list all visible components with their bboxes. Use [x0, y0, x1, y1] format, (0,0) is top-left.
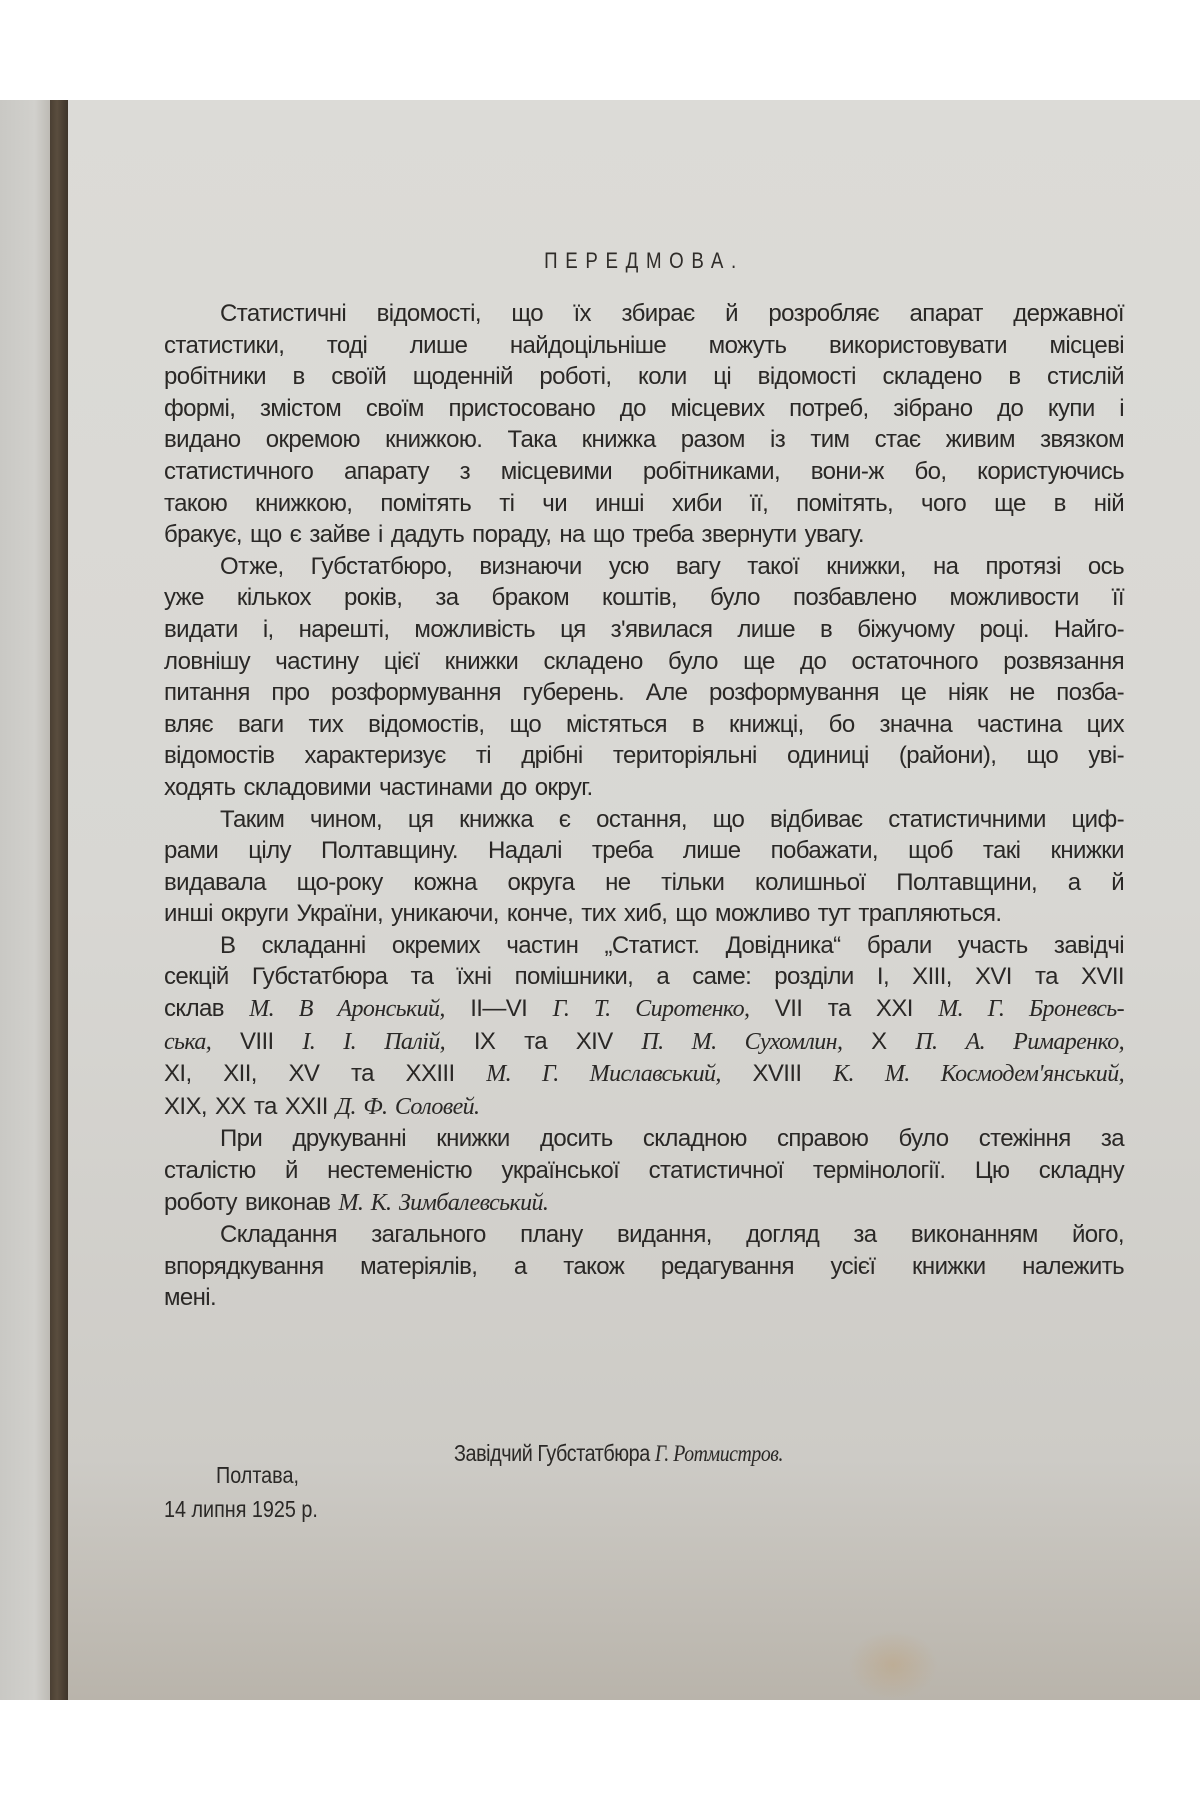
text-line: [164, 804, 1124, 836]
text-line: [164, 740, 1124, 772]
text-run: робітники в своїй щоденній роботі, коли ці відомості складено в стислій: [164, 363, 1124, 391]
text-line: [164, 1123, 1124, 1155]
text-run: Отже, Губстатбюро, визнаючи усю вагу такої книжки, на протязі ось: [220, 552, 1124, 580]
text-run: II—VI: [444, 995, 553, 1023]
text-line: [164, 330, 1124, 362]
text-run: VII та XXI: [749, 995, 939, 1023]
text-line: [164, 867, 1124, 899]
text-line: [164, 582, 1124, 614]
left-page-edge: [0, 100, 50, 1700]
author-name: М. Г. Миславський,: [486, 1061, 721, 1088]
book-binding: [50, 100, 68, 1700]
text-line: [164, 1219, 1124, 1251]
signature-name: Г. Ротмистров.: [654, 1441, 783, 1466]
text-run: IX та XIV: [445, 1027, 642, 1055]
text-run: впорядкування матеріялів, а також редагування усієї книжки належить: [164, 1252, 1124, 1280]
text-run: Таким чином, ця книжка є остання, що відбиває статистичними циф-: [220, 805, 1124, 833]
text-line: [164, 1251, 1124, 1283]
text-run: уже кількох років, за браком коштів, було позбавлено можливости її: [164, 584, 1124, 612]
text-line: [164, 1187, 1124, 1220]
text-line: [164, 551, 1124, 583]
author-name: Г. Т. Сиротенко,: [552, 996, 750, 1023]
text-run: мені.: [164, 1284, 217, 1312]
text-line: [164, 614, 1124, 646]
author-name: М. Г. Броневсь-: [938, 996, 1124, 1023]
date-of-writing: 14 липня 1925 р.: [164, 1496, 318, 1522]
text-line: [164, 393, 1124, 425]
text-run: XIX, XX та XXII: [164, 1092, 336, 1120]
paragraph: [164, 804, 1124, 930]
preface-body: [164, 298, 1124, 1314]
text-line: [164, 930, 1124, 962]
book-page-photo: [0, 100, 1200, 1700]
text-run: инші округи України, уникаючи, конче, тих хиб, що можливо тут трапляються.: [164, 900, 1002, 928]
text-run: видавала що-року кожна округа не тільки колишньої Полтавщини, а й: [164, 868, 1124, 896]
text-run: Статистичні відомості, що їх збирає й розробляє апарат державної: [220, 300, 1124, 327]
text-run: питання про розформування губерень. Але розформування це ніяк не позба-: [164, 679, 1124, 707]
author-name: П. М. Сухомлин,: [641, 1028, 843, 1055]
text-line: [164, 1155, 1124, 1187]
text-line: [164, 519, 1124, 551]
text-line: [164, 298, 1124, 330]
signature-line: [454, 1440, 783, 1467]
text-run: відомостів характеризує ті дрібні територіяльні одиниці (райони), що уві-: [164, 742, 1124, 770]
signature-position: Завідчий Губстатбюра: [454, 1440, 650, 1466]
text-run: такою книжкою, помітять ті чи инші хиби її, помітять, чого ще в ній: [164, 489, 1124, 517]
author-name: М. В Аронський,: [249, 996, 445, 1023]
text-line: [164, 424, 1124, 456]
text-line: [164, 677, 1124, 709]
text-run: вляє ваги тих відомостів, що містяться в книжці, бо значна частина цих: [164, 710, 1124, 738]
author-name: М. К. Зимбалевський.: [338, 1189, 549, 1216]
text-run: видано окремою книжкою. Така книжка разом із тим стає живим звязком: [164, 426, 1124, 454]
author-name: І. І. Палій,: [302, 1028, 446, 1055]
text-run: склав: [164, 995, 250, 1023]
text-line: [164, 646, 1124, 678]
text-line: [164, 835, 1124, 867]
text-line: [164, 361, 1124, 393]
text-run: рами цілу Полтавщину. Надалі треба лише побажати, щоб такі книжки: [164, 837, 1124, 865]
paragraph: [164, 1219, 1124, 1314]
text-line: [164, 1282, 1124, 1314]
text-line: [164, 1091, 1124, 1124]
text-run: секцій Губстатбюра та їхні помішники, а саме: розділи I, XIII, XVI та XVII: [164, 963, 1124, 991]
text-run: Складання загального плану видання, догляд за виконанням його,: [220, 1221, 1124, 1249]
text-run: роботу виконав: [164, 1188, 339, 1216]
text-line: [164, 898, 1124, 930]
text-run: X: [842, 1027, 916, 1055]
author-name: П. А. Римаренко,: [915, 1028, 1124, 1055]
text-run: При друкуванні книжки досить складною справою було стежіння за: [220, 1125, 1124, 1153]
author-name: ська,: [164, 1028, 212, 1055]
text-line: [164, 961, 1124, 993]
text-run: ходять складовими частинами до округ.: [164, 773, 593, 801]
text-line: [164, 1026, 1124, 1059]
paragraph: [164, 551, 1124, 804]
paragraph: [164, 930, 1124, 1124]
text-run: видати і, нарешті, можливість ця з'явилася лише в біжучому році. Найго-: [164, 615, 1124, 643]
text-run: VIII: [211, 1027, 303, 1055]
page-title: ПЕРЕДМОВА.: [544, 248, 744, 273]
paragraph: [164, 298, 1124, 551]
text-line: [164, 993, 1124, 1026]
text-run: XVIII: [720, 1060, 834, 1088]
right-page: [68, 100, 1200, 1700]
author-name: К. М. Космодем'янський,: [833, 1061, 1124, 1088]
text-line: [164, 709, 1124, 741]
text-run: статистичного апарату з місцевими робітниками, вони-ж бо, користуючись: [164, 457, 1124, 485]
text-line: [164, 772, 1124, 804]
text-run: В складанні окремих частин „Статист. Довідника“ брали участь завідчі: [220, 931, 1124, 959]
text-run: бракує, що є зайве і дадуть пораду, на що треба звернути увагу.: [164, 521, 864, 549]
text-line: [164, 1058, 1124, 1091]
author-name: Д. Ф. Соловей.: [335, 1093, 480, 1120]
text-line: [164, 488, 1124, 520]
paragraph: [164, 1123, 1124, 1219]
paper-stain: [848, 1630, 938, 1700]
text-run: XI, XII, XV та XXIII: [164, 1060, 487, 1088]
place-of-writing: Полтава,: [216, 1462, 299, 1488]
text-line: [164, 456, 1124, 488]
text-run: сталістю й нестеменістю української статистичної термінології. Цю складну: [164, 1157, 1124, 1185]
text-run: формі, змістом своїм пристосовано до місцевих потреб, зібрано до купи і: [164, 394, 1124, 422]
text-run: статистики, тоді лише найдоцільніше можуть використовувати місцеві: [164, 331, 1124, 359]
text-run: ловнішу частину цієї книжки складено було ще до остаточного розвязання: [164, 647, 1124, 675]
